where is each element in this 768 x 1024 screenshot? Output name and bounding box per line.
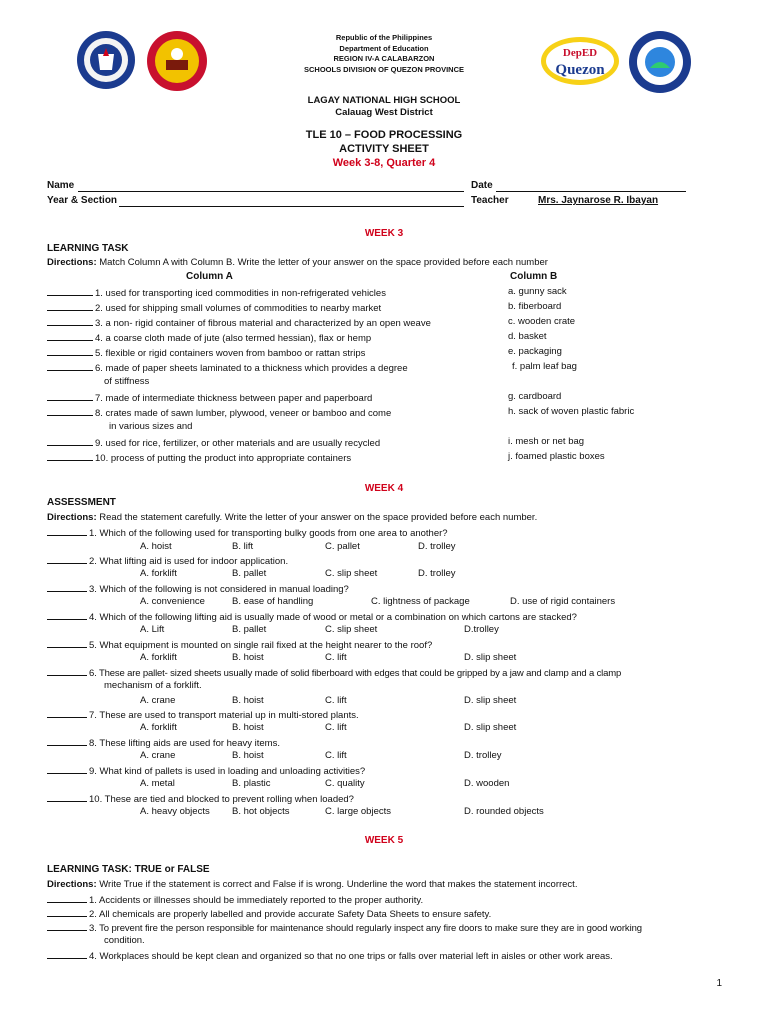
answer-blank[interactable] xyxy=(47,526,87,536)
match-item-3 xyxy=(47,316,431,329)
answer-blank[interactable] xyxy=(47,921,87,931)
week3-task-title: LEARNING TASK xyxy=(47,243,129,254)
true-false-item-3 xyxy=(47,921,642,934)
q8-option-b: B. hoist xyxy=(232,750,264,761)
q6-option-d: D. slip sheet xyxy=(464,695,517,706)
q9-option-d: D. wooden xyxy=(464,778,510,789)
match-item-text: 1. used for transporting iced commodities in non-refrigerated vehicles xyxy=(95,288,386,299)
match-item-8-cont: in various sizes and xyxy=(109,421,193,432)
week3-dir-label: Directions: xyxy=(47,257,97,268)
q10-option-d: D. rounded objects xyxy=(464,806,544,817)
assessment-q4 xyxy=(47,610,577,623)
match-choice-i: i. mesh or net bag xyxy=(508,436,585,447)
assessment-q5 xyxy=(47,638,432,651)
deped-logo-text: DepED xyxy=(562,47,598,59)
q6-option-c: C. lift xyxy=(325,695,347,706)
week5-heading: WEEK 5 xyxy=(364,835,404,846)
match-item-8 xyxy=(47,406,391,419)
question-text: 3. Which of the following is not considered in manual loading? xyxy=(89,584,349,595)
week4-dir-text: Read the statement carefully. Write the letter of your answer on the space provided before each number. xyxy=(96,512,538,523)
teacher-label: Teacher xyxy=(471,195,509,206)
week4-dir-label: Directions: xyxy=(47,512,97,523)
q4-option-b: B. pallet xyxy=(232,624,267,635)
q10-option-b: B. hot objects xyxy=(232,806,290,817)
q7-option-c: C. lift xyxy=(325,722,347,733)
name-field[interactable] xyxy=(78,181,464,192)
question-text: 7. These are used to transport material up in multi-stored plants. xyxy=(89,710,359,721)
answer-blank[interactable] xyxy=(47,451,93,461)
match-item-text: 7. made of intermediate thickness between paper and paperboard xyxy=(95,393,373,404)
answer-blank[interactable] xyxy=(47,792,87,802)
school-name: LAGAY NATIONAL HIGH SCHOOL xyxy=(307,95,461,106)
match-item-2 xyxy=(47,301,381,314)
quezon-logo-text: Quezon xyxy=(555,62,605,78)
match-choice-d: d. basket xyxy=(508,331,547,342)
true-false-item-4 xyxy=(47,949,613,962)
answer-blank[interactable] xyxy=(47,436,93,446)
q5-option-d: D. slip sheet xyxy=(464,652,517,663)
section-field[interactable] xyxy=(119,196,464,207)
match-item-6-cont: of stiffness xyxy=(104,376,150,387)
week4-directions xyxy=(47,512,537,523)
q1-option-d: D. trolley xyxy=(418,541,456,552)
q3-option-d: D. use of rigid containers xyxy=(510,596,616,607)
q2-option-d: D. trolley xyxy=(418,568,456,579)
q4-option-d: D.trolley xyxy=(464,624,499,635)
answer-blank[interactable] xyxy=(47,391,93,401)
title-block xyxy=(0,128,768,170)
true-false-item-3-cont: condition. xyxy=(104,935,145,946)
answer-blank[interactable] xyxy=(47,316,93,326)
q7-option-d: D. slip sheet xyxy=(464,722,517,733)
q3-option-c: C. lightness of package xyxy=(371,596,470,607)
match-item-1 xyxy=(47,286,386,299)
week5-directions xyxy=(47,879,577,890)
q4-option-c: C. slip sheet xyxy=(325,624,378,635)
q1-option-b: B. lift xyxy=(232,541,254,552)
q5-option-b: B. hoist xyxy=(232,652,264,663)
week3-directions xyxy=(47,257,548,268)
assessment-q3 xyxy=(47,582,349,595)
match-item-text: 5. flexible or rigid containers woven from bamboo or rattan strips xyxy=(95,348,366,359)
question-text: 8. These lifting aids are used for heavy items. xyxy=(89,738,280,749)
statement-text: 4. Workplaces should be kept clean and organized so that no one trips or falls over material left in aisles or other work areas. xyxy=(89,951,613,962)
answer-blank[interactable] xyxy=(47,361,93,371)
column-a-heading: Column A xyxy=(186,271,233,282)
q4-option-a: A. Lift xyxy=(140,624,165,635)
department-text: Department of Education xyxy=(339,43,429,53)
answer-blank[interactable] xyxy=(47,331,93,341)
q1-option-a: A. hoist xyxy=(140,541,172,552)
statement-text: 3. To prevent fire the person responsible for maintenance should regularly inspect any fire doors to make sure they are in good working xyxy=(89,923,642,934)
period-title: Week 3-8, Quarter 4 xyxy=(332,157,436,169)
q10-option-a: A. heavy objects xyxy=(140,806,210,817)
q8-option-d: D. trolley xyxy=(464,750,502,761)
match-choice-b: b. fiberboard xyxy=(508,301,562,312)
assessment-q2 xyxy=(47,554,288,567)
week4-heading: WEEK 4 xyxy=(364,483,404,494)
question-text: 9. What kind of pallets is used in loading and unloading activities? xyxy=(89,766,366,777)
question-text: 10. These are tied and blocked to prevent rolling when loaded? xyxy=(89,794,354,805)
name-label: Name xyxy=(47,180,75,191)
answer-blank[interactable] xyxy=(47,406,93,416)
district-name: Calauag West District xyxy=(335,107,433,118)
true-false-item-2 xyxy=(47,907,491,920)
subject-title: TLE 10 – FOOD PROCESSING xyxy=(305,129,463,141)
answer-blank[interactable] xyxy=(47,764,87,774)
match-choice-e: e. packaging xyxy=(508,346,562,357)
q10-option-c: C. large objects xyxy=(325,806,392,817)
answer-blank[interactable] xyxy=(47,708,87,718)
column-b-heading: Column B xyxy=(510,271,558,282)
date-field[interactable] xyxy=(496,181,686,192)
answer-blank[interactable] xyxy=(47,301,93,311)
answer-blank[interactable] xyxy=(47,907,87,917)
question-text: 5. What equipment is mounted on single rail fixed at the height nearer to the roof? xyxy=(89,640,433,651)
match-item-7 xyxy=(47,391,372,404)
assessment-q6 xyxy=(47,666,621,679)
match-item-text: 6. made of paper sheets laminated to a thickness which provides a degree xyxy=(95,363,408,374)
match-item-text: 4. a coarse cloth made of jute (also termed hessian), flax or hemp xyxy=(95,333,372,344)
sheet-title: ACTIVITY SHEET xyxy=(339,143,429,155)
statement-text: 2. All chemicals are properly labelled and provide accurate Safety Data Sheets to ensure safety. xyxy=(89,909,492,920)
q7-option-b: B. hoist xyxy=(232,722,264,733)
match-choice-f: f. palm leaf bag xyxy=(512,361,577,372)
q3-option-b: B. ease of handling xyxy=(232,596,314,607)
true-false-item-1 xyxy=(47,893,423,906)
q7-option-a: A. forklift xyxy=(140,722,177,733)
q3-option-a: A. convenience xyxy=(140,596,205,607)
answer-blank[interactable] xyxy=(47,893,87,903)
week5-dir-label: Directions: xyxy=(47,879,97,890)
match-item-text: 10. process of putting the product into appropriate containers xyxy=(95,453,352,464)
assessment-q6-cont: mechanism of a forklift. xyxy=(104,680,202,691)
match-choice-g: g. cardboard xyxy=(508,391,562,402)
match-choice-a: a. gunny sack xyxy=(508,286,567,297)
answer-blank[interactable] xyxy=(47,554,87,564)
statement-text: 1. Accidents or illnesses should be immediately reported to the proper authority. xyxy=(89,895,424,906)
question-text: 6. These are pallet- sized sheets usually made of solid fiberboard with edges that could be gripped by a jaw and clamp and a clamp xyxy=(89,668,622,679)
match-choice-h: h. sack of woven plastic fabric xyxy=(508,406,635,417)
match-item-text: 9. used for rice, fertilizer, or other materials and are usually recycled xyxy=(95,438,381,449)
answer-blank[interactable] xyxy=(47,666,87,676)
section-label: Year & Section xyxy=(47,195,118,206)
match-item-6 xyxy=(47,361,408,374)
answer-blank[interactable] xyxy=(47,638,87,648)
match-item-10 xyxy=(47,451,351,464)
answer-blank[interactable] xyxy=(47,346,93,356)
match-item-4 xyxy=(47,331,371,344)
date-label: Date xyxy=(471,180,493,191)
q9-option-b: B. plastic xyxy=(232,778,271,789)
school-block xyxy=(0,95,768,119)
q5-option-c: C. lift xyxy=(325,652,347,663)
q9-option-c: C. quality xyxy=(325,778,365,789)
q2-option-b: B. pallet xyxy=(232,568,267,579)
q2-option-a: A. forklift xyxy=(140,568,177,579)
q6-option-b: B. hoist xyxy=(232,695,264,706)
q2-option-c: C. slip sheet xyxy=(325,568,378,579)
answer-blank[interactable] xyxy=(47,736,87,746)
q9-option-a: A. metal xyxy=(140,778,175,789)
assessment-q9 xyxy=(47,764,365,777)
match-item-text: 3. a non- rigid container of fibrous material and characterized by an open weave xyxy=(95,318,431,329)
q8-option-c: C. lift xyxy=(325,750,347,761)
division-text: SCHOOLS DIVISION OF QUEZON PROVINCE xyxy=(303,64,465,74)
q6-option-a: A. crane xyxy=(140,695,176,706)
question-text: 4. Which of the following lifting aid is usually made of wood or metal or a combination on which cartons are stacked? xyxy=(89,612,577,623)
match-item-text: 2. used for shipping small volumes of commodities to nearby market xyxy=(95,303,382,314)
answer-blank[interactable] xyxy=(47,286,93,296)
page-number: 1 xyxy=(716,978,722,989)
region-text: REGION IV-A CALABARZON xyxy=(333,54,435,63)
question-text: 2. What lifting aid is used for indoor application. xyxy=(89,556,289,567)
week5-task-title: LEARNING TASK: TRUE or FALSE xyxy=(47,864,210,875)
match-choice-j: j. foamed plastic boxes xyxy=(508,451,605,462)
week3-heading: WEEK 3 xyxy=(364,228,404,239)
question-text: 1. Which of the following used for transporting bulky goods from one area to another? xyxy=(89,528,448,539)
answer-blank[interactable] xyxy=(47,582,87,592)
match-choice-c: c. wooden crate xyxy=(508,316,576,327)
answer-blank[interactable] xyxy=(47,610,87,620)
q1-option-c: C. pallet xyxy=(325,541,360,552)
assessment-q7 xyxy=(47,708,359,721)
q5-option-a: A. forklift xyxy=(140,652,177,663)
assessment-q10 xyxy=(47,792,354,805)
assessment-q1 xyxy=(47,526,448,539)
week4-task-title: ASSESSMENT xyxy=(47,497,116,508)
match-item-5 xyxy=(47,346,365,359)
teacher-name: Mrs. Jaynarose R. Ibayan xyxy=(538,195,659,206)
week3-dir-text: Match Column A with Column B. Write the letter of your answer on the space provided before each number xyxy=(96,257,548,268)
match-item-text: 8. crates made of sawn lumber, plywood, veneer or bamboo and come xyxy=(95,408,392,419)
republic-text: Republic of the Philippines xyxy=(335,33,433,42)
header-block xyxy=(0,33,768,75)
match-item-9 xyxy=(47,436,380,449)
answer-blank[interactable] xyxy=(47,949,87,959)
q8-option-a: A. crane xyxy=(140,750,176,761)
assessment-q8 xyxy=(47,736,280,749)
week5-dir-text: Write True if the statement is correct and False if is wrong. Underline the word that makes the statement incorrect. xyxy=(96,879,578,890)
